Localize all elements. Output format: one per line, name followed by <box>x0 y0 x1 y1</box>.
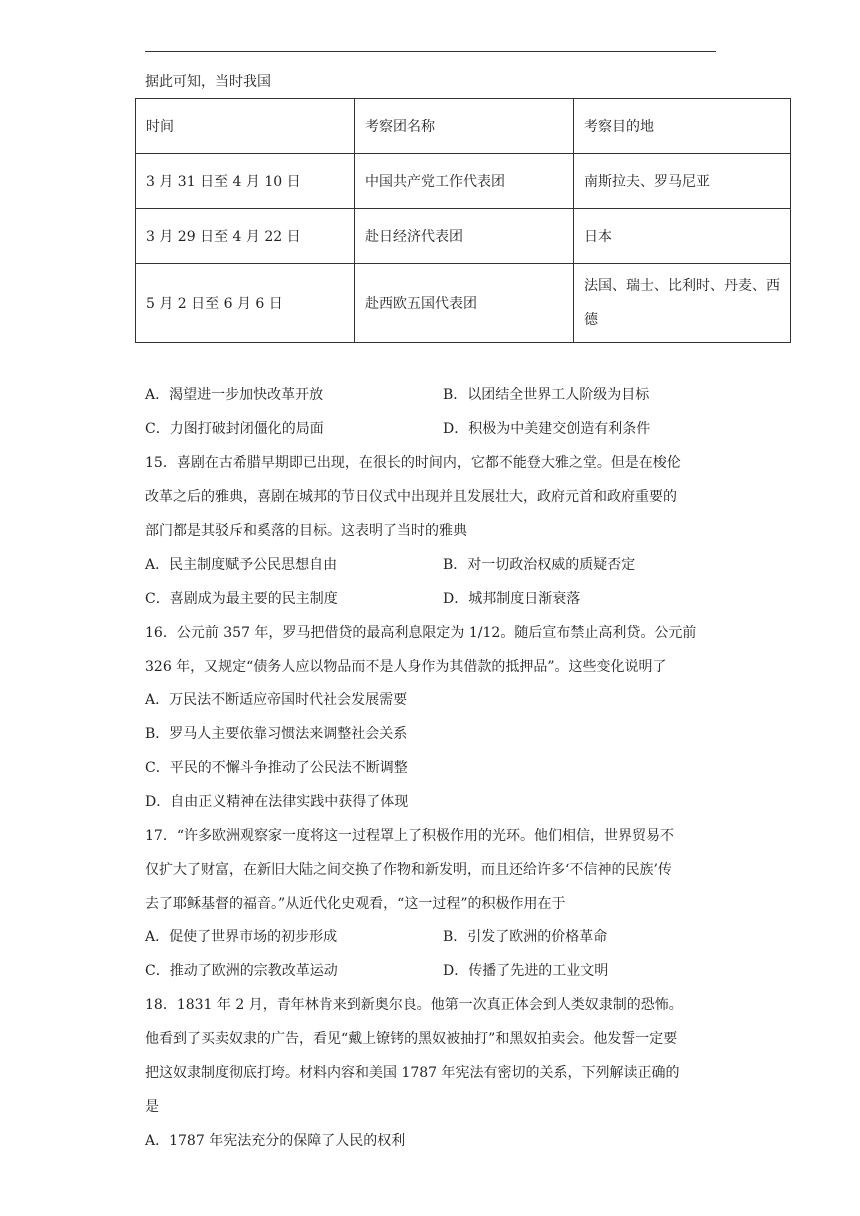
q18-stem-line: 是 <box>145 1099 159 1115</box>
q15-stem-line: 15．喜剧在古希腊早期即已出现，在很长的时间内，它都不能登大雅之堂。但是在梭伦 <box>145 455 681 471</box>
q17-option-d[interactable]: D．传播了先进的工业文明 <box>443 963 609 979</box>
q17-option-b[interactable]: B．引发了欧洲的价格革命 <box>443 929 608 945</box>
q14-option-a[interactable]: A．渴望进一步加快改革开放 <box>145 387 324 403</box>
table-cell: 日本 <box>574 209 791 264</box>
q16-option-d[interactable]: D．自由正义精神在法律实践中获得了体现 <box>145 794 409 810</box>
table-row <box>136 264 791 343</box>
q15-option-c[interactable]: C．喜剧成为最主要的民主制度 <box>145 591 338 607</box>
table-cell: 法国、瑞士、比利时、丹麦、西德 <box>574 264 791 343</box>
q17-stem-line: 17．“许多欧洲观察家一度将这一过程罩上了积极作用的光环。他们相信，世界贸易不 <box>145 828 674 844</box>
table-row <box>136 154 791 209</box>
q16-option-a[interactable]: A．万民法不断适应帝国时代社会发展需要 <box>145 692 408 708</box>
q16-stem-line: 16．公元前 357 年，罗马把借贷的最高利息限定为 1/12。随后宣布禁止高利贷。公元前 <box>145 625 697 641</box>
table-cell: 南斯拉夫、罗马尼亚 <box>574 154 791 209</box>
q15-stem-line: 部门都是其驳斥和奚落的目标。这表明了当时的雅典 <box>145 523 467 539</box>
q17-stem-line: 去了耶稣基督的福音。”从近代化史观看，“这一过程”的积极作用在于 <box>145 896 566 912</box>
table-cell: 中国共产党工作代表团 <box>355 154 574 209</box>
table-header-cell: 考察团名称 <box>355 99 574 154</box>
table-cell: 3 月 29 日至 4 月 22 日 <box>136 209 355 264</box>
q14-option-d[interactable]: D．积极为中美建交创造有利条件 <box>443 421 651 437</box>
q14-option-c[interactable]: C．力图打破封闭僵化的局面 <box>145 421 324 437</box>
table-header-cell: 考察目的地 <box>574 99 791 154</box>
question-14-tail: 据此可知，当时我国 <box>145 74 271 90</box>
header-rule <box>145 51 716 52</box>
q17-option-c[interactable]: C．推动了欧洲的宗教改革运动 <box>145 963 338 979</box>
table-cell: 5 月 2 日至 6 月 6 日 <box>136 264 355 343</box>
q18-stem-line: 18．1831 年 2 月，青年林肯来到新奥尔良。他第一次真正体会到人类奴隶制的恐怖。 <box>145 997 683 1013</box>
q15-option-b[interactable]: B．对一切政治权威的质疑否定 <box>443 557 636 573</box>
q15-option-a[interactable]: A．民主制度赋予公民思想自由 <box>145 557 338 573</box>
q17-stem-line: 仅扩大了财富，在新旧大陆之间交换了作物和新发明，而且还给许多‘不信神的民族’传 <box>145 862 672 878</box>
table-cell: 3 月 31 日至 4 月 10 日 <box>136 154 355 209</box>
q18-option-a[interactable]: A．1787 年宪法充分的保障了人民的权利 <box>145 1133 406 1149</box>
q15-option-d[interactable]: D．城邦制度日渐衰落 <box>443 591 581 607</box>
q18-stem-line: 他看到了买卖奴隶的广告，看见“戴上镣铐的黑奴被抽打”和黑奴拍卖会。他发誓一定要 <box>145 1031 678 1047</box>
table-header-cell: 时间 <box>136 99 355 154</box>
q17-option-a[interactable]: A．促使了世界市场的初步形成 <box>145 929 338 945</box>
table-header-row <box>136 99 791 154</box>
q16-option-b[interactable]: B．罗马人主要依靠习惯法来调整社会关系 <box>145 726 408 742</box>
q14-option-b[interactable]: B．以团结全世界工人阶级为目标 <box>443 387 650 403</box>
q16-option-c[interactable]: C．平民的不懈斗争推动了公民法不断调整 <box>145 760 408 776</box>
q15-stem-line: 改革之后的雅典，喜剧在城邦的节日仪式中出现并且发展壮大，政府元首和政府重要的 <box>145 489 677 505</box>
table-cell: 赴西欧五国代表团 <box>355 264 574 343</box>
delegation-table <box>135 98 791 343</box>
q18-stem-line: 把这奴隶制度彻底打垮。材料内容和美国 1787 年宪法有密切的关系，下列解读正确的 <box>145 1065 680 1081</box>
table-cell: 赴日经济代表团 <box>355 209 574 264</box>
q16-stem-line: 326 年，又规定“债务人应以物品而不是人身作为其借款的抵押品”。这些变化说明了 <box>145 659 667 675</box>
table-row <box>136 209 791 264</box>
